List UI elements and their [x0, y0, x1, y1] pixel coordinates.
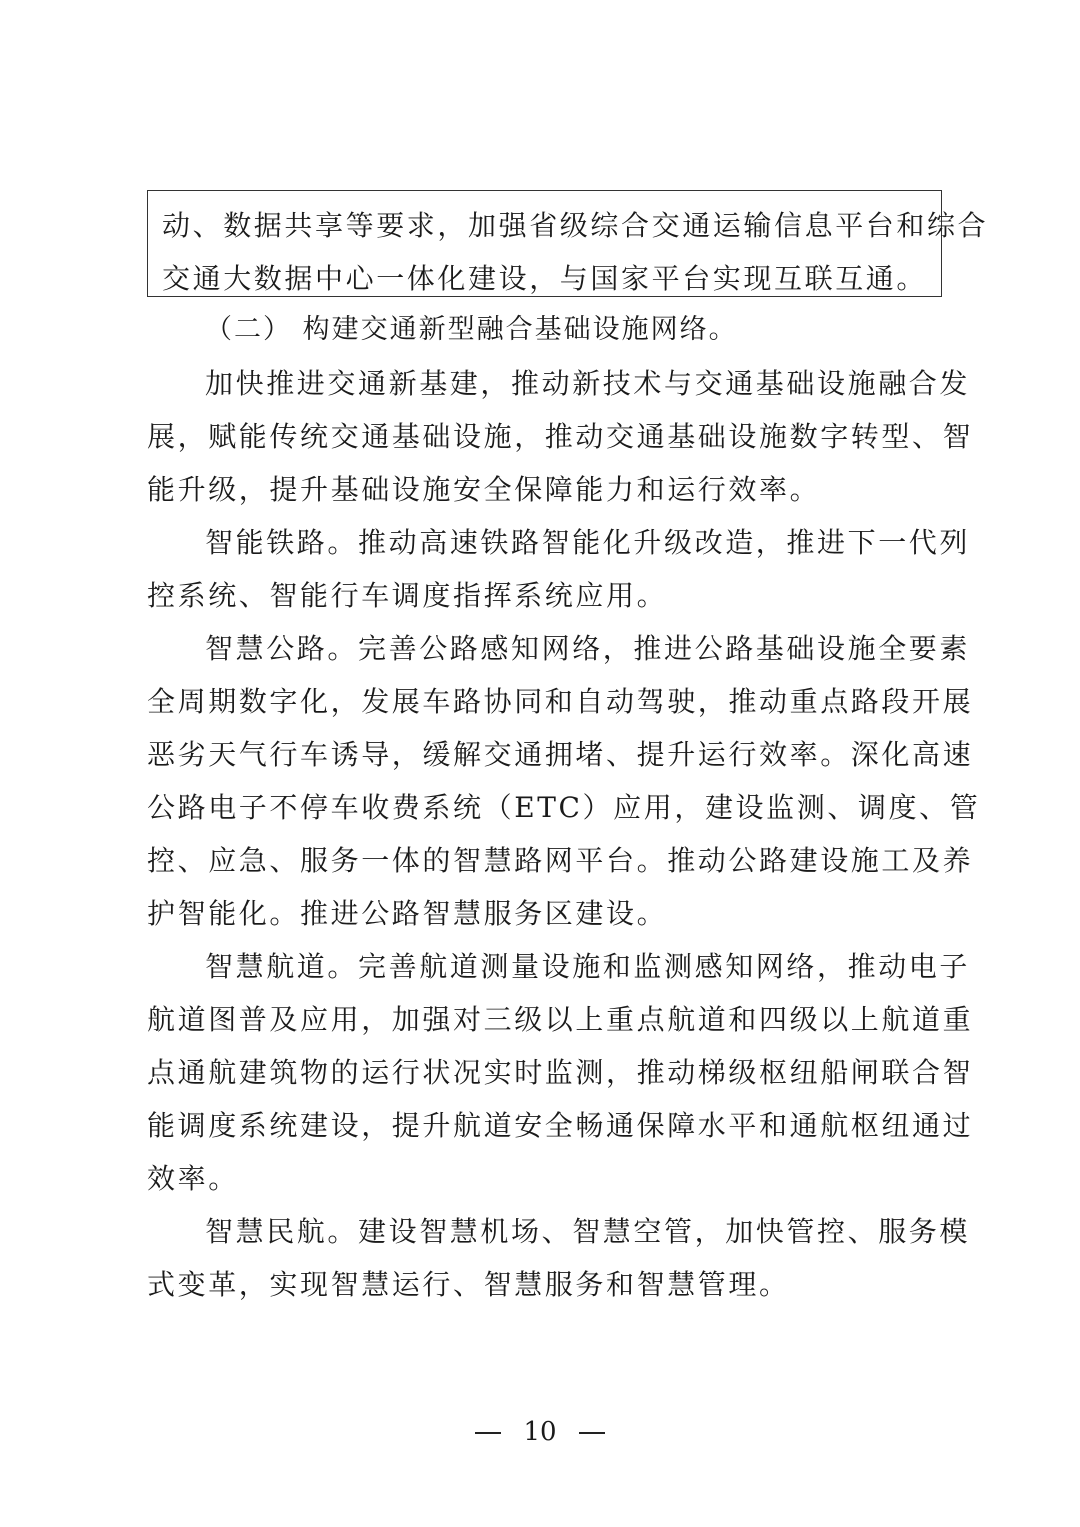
paragraph-line: 智慧公路。完善公路感知网络，推进公路基础设施全要素: [205, 632, 971, 665]
paragraph-line: 能升级，提升基础设施安全保障能力和运行效率。: [147, 473, 821, 506]
page-number: 10: [523, 1417, 557, 1447]
paragraph-line: 点通航建筑物的运行状况实时监测，推动梯级枢纽船闸联合智: [147, 1056, 974, 1089]
paragraph-line: 护智能化。推进公路智慧服务区建设。: [147, 897, 668, 930]
boxed-line: 交通大数据中心一体化建设，与国家平台实现互联互通。: [162, 262, 928, 295]
paragraph-smart-civil-aviation: [147, 1205, 971, 1311]
boxed-text-block: [147, 190, 989, 297]
paragraph-line: 全周期数字化，发展车路协同和自动驾驶，推动重点路段开展: [147, 685, 974, 718]
paragraph-line: 控系统、智能行车调度指挥系统应用。: [147, 579, 668, 612]
paragraph-line: 智慧民航。建设智慧机场、智慧空管，加快管控、服务模: [205, 1215, 971, 1248]
paragraph-line: 效率。: [147, 1162, 239, 1195]
paragraph-intro: [147, 357, 974, 516]
boxed-line: 动、数据共享等要求，加强省级综合交通运输信息平台和综合: [162, 209, 989, 242]
paragraph-line: 控、应急、服务一体的智慧路网平台。推动公路建设施工及养: [147, 844, 974, 877]
paragraph-line: 展，赋能传统交通基础设施，推动交通基础设施数字转型、智: [147, 420, 974, 453]
paragraph-line: 公路电子不停车收费系统（ETC）应用，建设监测、调度、管: [147, 791, 981, 824]
paragraph-line: 智慧航道。完善航道测量设施和监测感知网络，推动电子: [205, 950, 971, 983]
dash-left: [475, 1432, 501, 1434]
paragraph-smart-highway: [147, 622, 981, 940]
paragraph-smart-waterway: [147, 940, 974, 1205]
main-content: [147, 307, 981, 1311]
paragraph-line: 式变革，实现智慧运行、智慧服务和智慧管理。: [147, 1268, 790, 1301]
paragraph-line: 能调度系统建设，提升航道安全畅通保障水平和通航枢纽通过: [147, 1109, 974, 1142]
paragraph-line: 加快推进交通新基建，推动新技术与交通基础设施融合发: [205, 367, 971, 400]
paragraph-line: 恶劣天气行车诱导，缓解交通拥堵、提升运行效率。深化高速: [147, 738, 974, 771]
paragraph-line: 航道图普及应用，加强对三级以上重点航道和四级以上航道重: [147, 1003, 974, 1036]
section-heading: （二） 构建交通新型融合基础设施网络。: [205, 314, 738, 345]
dash-right: [579, 1432, 605, 1434]
page-footer: [0, 1412, 1080, 1452]
paragraph-smart-railway: [147, 516, 971, 622]
paragraph-line: 智能铁路。推动高速铁路智能化升级改造，推进下一代列: [205, 526, 971, 559]
